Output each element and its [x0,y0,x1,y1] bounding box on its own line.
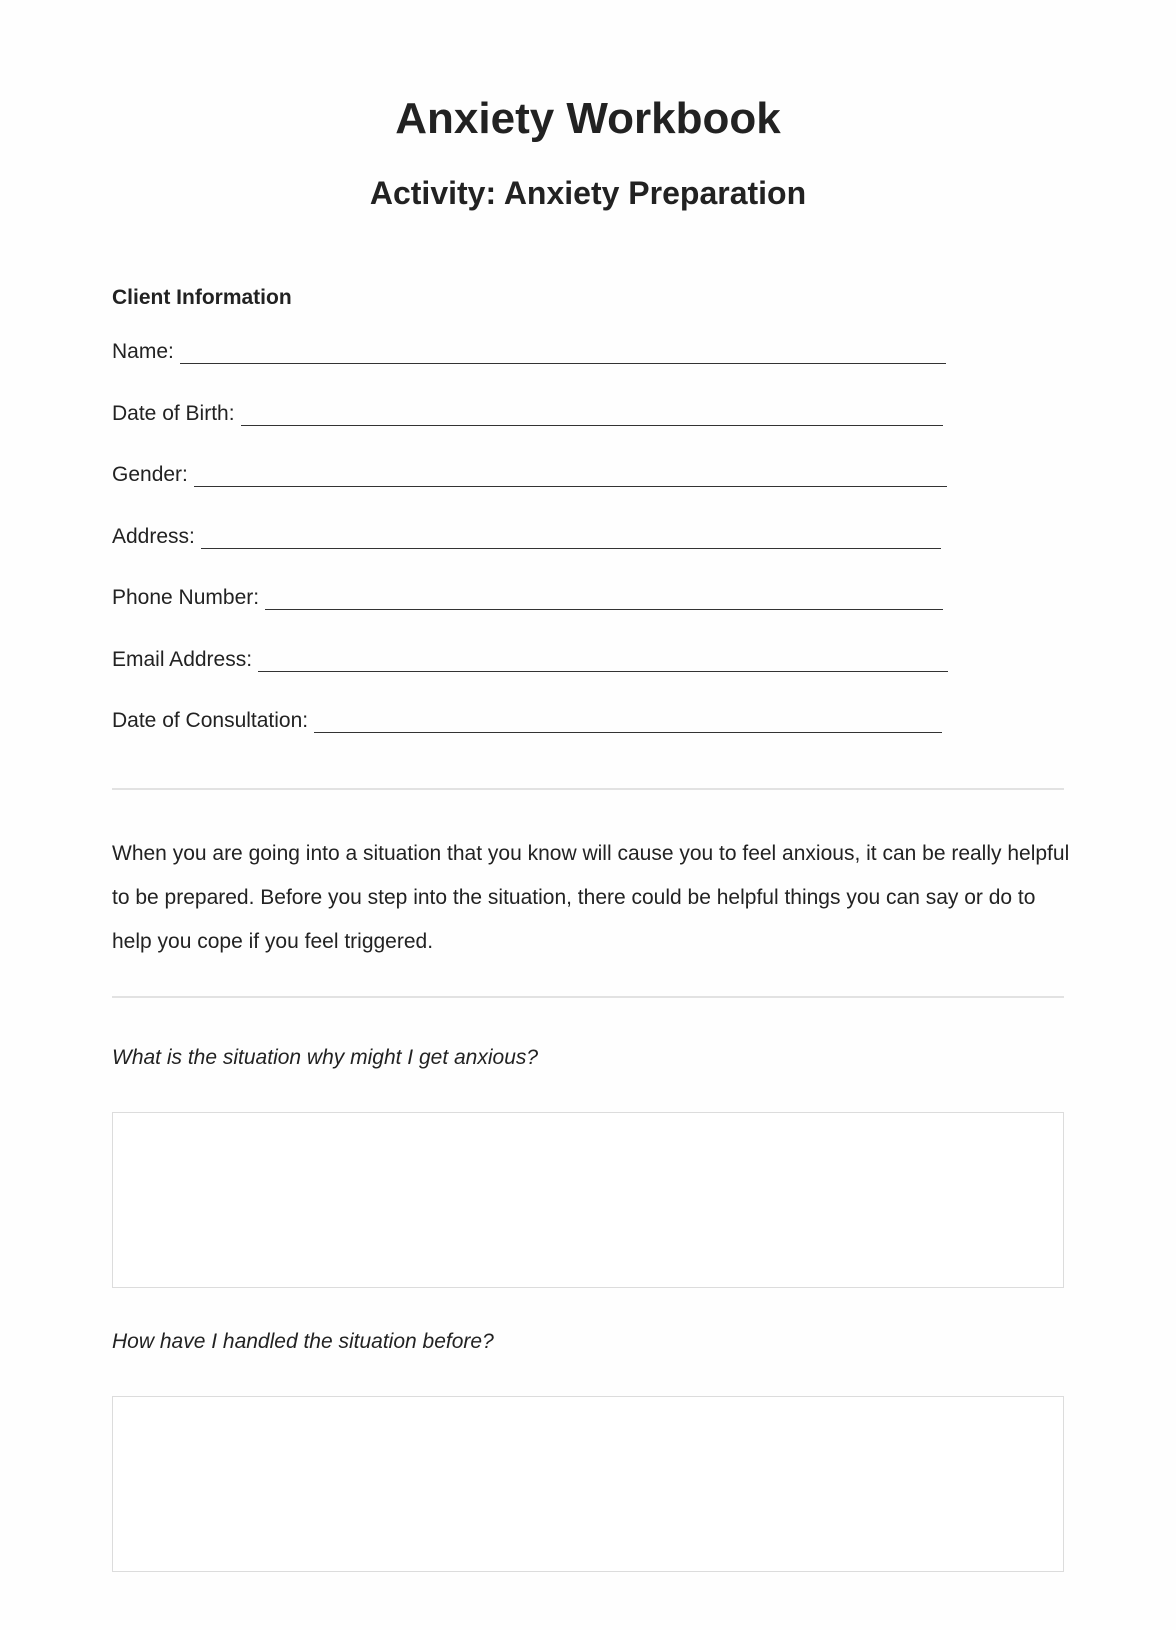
field-label: Name: [112,340,174,363]
question-1-prompt: What is the situation why might I get anxious? [112,1046,539,1069]
intro-paragraph: When you are going into a situation that you know will cause you to feel anxious, it can be really helpful to be prepared. Before you step into the situation, there could be helpful things you can say or do to help you cope if you feel triggered. [112,842,1070,953]
divider [112,788,1064,790]
field-line[interactable] [194,464,947,487]
field-line[interactable] [201,526,941,549]
question-2-answer-box[interactable] [112,1396,1064,1572]
dob-field[interactable] [112,400,943,426]
field-label: Date of Birth: [112,402,235,425]
page-title: Anxiety Workbook [395,94,781,143]
field-label: Gender: [112,463,188,486]
field-line[interactable] [258,649,948,672]
name-field[interactable] [112,338,946,364]
consultation-date-field[interactable] [112,707,942,733]
address-field[interactable] [112,523,941,549]
client-info-heading: Client Information [112,286,292,309]
field-line[interactable] [265,587,943,610]
field-line[interactable] [180,341,946,364]
question-1-answer-box[interactable] [112,1112,1064,1288]
field-line[interactable] [314,710,942,733]
phone-field[interactable] [112,584,943,610]
field-label: Address: [112,525,195,548]
email-field[interactable] [112,646,948,672]
divider [112,996,1064,998]
field-line[interactable] [241,403,943,426]
gender-field[interactable] [112,461,947,487]
field-label: Email Address: [112,648,253,671]
field-label: Phone Number: [112,586,260,609]
field-label: Date of Consultation: [112,709,309,732]
page-subtitle: Activity: Anxiety Preparation [369,175,807,211]
question-2-prompt: How have I handled the situation before? [112,1330,494,1353]
